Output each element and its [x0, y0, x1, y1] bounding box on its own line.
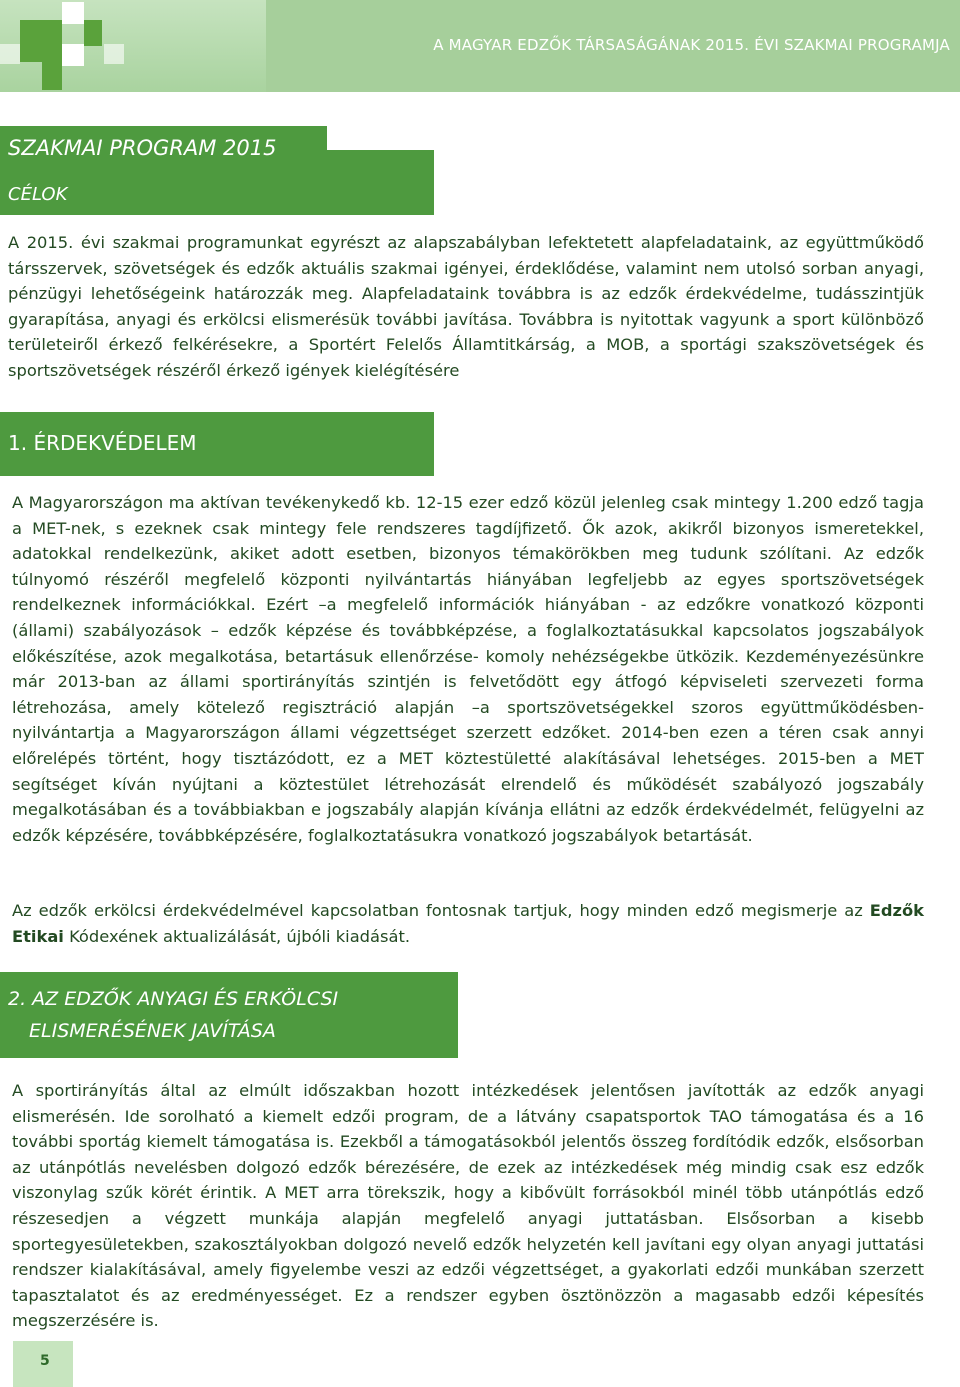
- section-title-box: [0, 972, 458, 1058]
- decor-square: [42, 62, 62, 90]
- ethics-text: Kódexének aktualizálását, újbóli kiadását.: [63, 926, 411, 946]
- recognition-paragraph: A sportirányítás által az elmúlt időszakban hozott intézkedések jelentősen javították az edzők anyagi elismerésén. Ide sorolható a kiemelt edzői program, de a látvány csapatsportok TAO támogatása és a 16 további sportág kiemelt támogatása is. Ezekből a támogatásokból jelentős összeg fordítódik edzők, elsősorban az utánpótlás nevelésben dolgozó edzők bérezésére, de ezek az intézkedések még mindig csak esz edzők viszonylag szűk körét érintik. A MET arra törekszik, hogy a kibővült forrásokból minél több utánpótlás edző részesedjen a végzett munkája alapján megfelelő anyagi juttatásban. Elsősorban a kisebb sportegyesületekben, szakosztályokban dolgozó nevelő edzők helyzetén kell javítani egy olyan anyagi juttatási rendszer kialakításával, amely figyelembe veszi az edzői végzettséget, a gyakorlati edzői munkában szerzett tapasztalatot és az eredményességet. Ez a rendszer egyben ösztönözzön a magasabb edzői képesítés megszerzésére is.: [12, 1081, 924, 1331]
- decor-square: [20, 20, 62, 62]
- section-title-line2: ELISMERÉSÉNEK JAVÍTÁSA: [29, 1020, 276, 1042]
- ethics-paragraph: [12, 898, 924, 949]
- section-title: 1. ÉRDEKVÉDELEM: [8, 431, 197, 455]
- program-title: SZAKMAI PROGRAM 2015: [8, 136, 277, 160]
- interest-paragraph: A Magyarországon ma aktívan tevékenykedő kb. 12-15 ezer edző közül jelenleg csak mintegy 1.200 edző tagja a MET-nek, s ezeknek csak mintegy fele rendszeres tagdíjfizető. Ők azok, akikről bizonyos ismeretekkel, adatokkal rendelkezünk, akiket adott esetben, bizonyos témakörökben meg tudunk szólítani. Az edzők túlnyomó részéről megfelelő központi nyilvántartás hiányában legfeljebb az egyes sportszövetségek rendelkeznek információkkal. Ezért –a megfelelő információk hiányában - az edzőkre vonatkozó központi (állami) szabályozások – edzők képzése és továbbképzése, a foglalkoztatásukkal kapcsolatos jogszabályok előkészítése, azok megalkotása, betartásuk ellenőrzése- komoly nehézségekbe ütközik. Kezdeményezésünkre már 2013-ban az állami sportirányítás szintjén is felvetődött egy átfogó képviseleti szervezeti forma létrehozása, amely kötelező regisztráció alapján –a sportszövetségekkel szoros együttműködésben- nyilvántartja a Magyarországon állami végzettséget szerzett edzőket. 2014-ben ezen a téren csak annyi előrelépés történt, hogy tisztázódott, ez a MET köztestületté alakításával lehetséges. 2015-ben a MET segítséget kíván nyújtani a köztestület létrehozását elrendelő és működését szabályozó jogszabály megalkotásában és a továbbiakban e jogszabály alapján kívánja ellátni az edzők érdekvédelmét, felügyelni az edzők képzésére, továbbképzésére, foglalkoztatásukra vonatkozó jogszabályok betartását.: [12, 493, 924, 845]
- decor-square: [84, 20, 102, 46]
- ethics-text: Az edzők erkölcsi érdekvédelmével kapcsolatban fontosnak tartjuk, hogy minden edző megismerje az: [12, 901, 870, 920]
- page-number-box: [13, 1341, 73, 1387]
- goals-subtitle: CÉLOK: [8, 184, 68, 205]
- decor-square: [62, 2, 84, 24]
- decor-square: [62, 44, 84, 66]
- page-number: 5: [40, 1353, 50, 1369]
- decor-square: [0, 44, 20, 64]
- section-title-line1: 2. AZ EDZŐK ANYAGI ÉS ERKÖLCSI: [8, 988, 339, 1010]
- goals-paragraph: A 2015. évi szakmai programunkat egyrészt az alapszabályban lefektetett alapfeladataink, az együttműködő társszervek, szövetségek és edzők aktuális szakmai igényei, érdeklődése, valamint nem utolsó sorban anyagi, pénzügyi lehetőségeink határozzák meg. Alapfeladataink továbbra is az edzők érdekvédelme, tudásszintjük gyarapítása, anyagi és erkölcsi elismerésük további javítása. Továbbra is nyitottak vagyunk a sport különböző területeiről érkező felkérésekre, a Sportért Felelős Államtitkárság, a MOB, a sportági szakszövetségek és sportszövetségek részéről érkező igények kielégítésére: [8, 233, 924, 380]
- header-title: A MAGYAR EDZŐK TÁRSASÁGÁNAK 2015. ÉVI SZAKMAI PROGRAMJA: [433, 36, 950, 54]
- ethics-code-name: Edzők Etikai: [12, 901, 924, 946]
- decor-square: [104, 44, 124, 64]
